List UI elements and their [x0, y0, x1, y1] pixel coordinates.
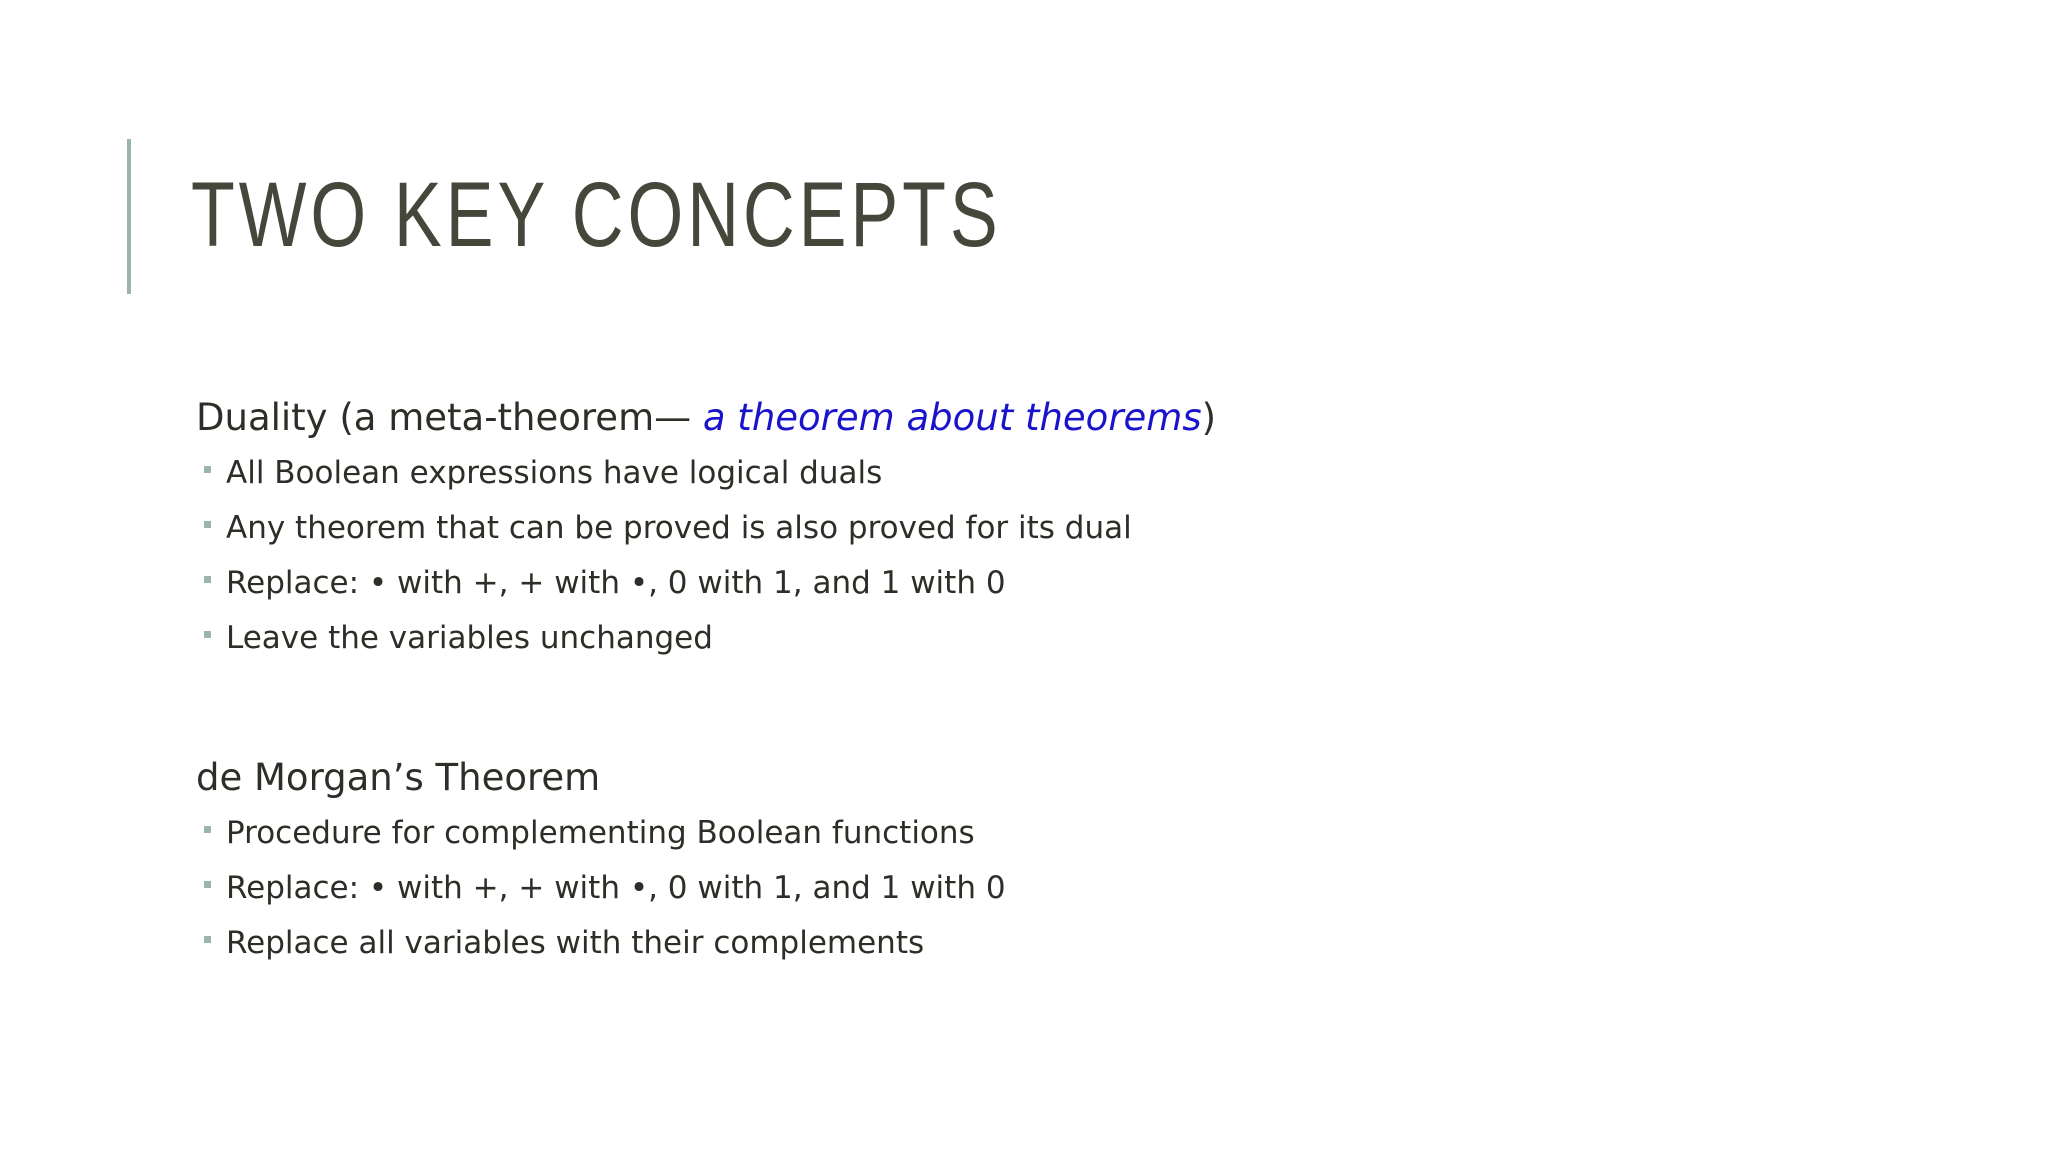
square-bullet-icon	[204, 826, 211, 833]
heading-de-morgan-text: de Morgan’s Theorem	[196, 756, 601, 799]
heading-duality-close: )	[1201, 396, 1217, 439]
section-heading-duality	[196, 390, 1896, 446]
heading-duality-emphasis: a theorem about theorems	[702, 396, 1202, 439]
bullet-text: Leave the variables unchanged	[226, 620, 713, 656]
section-heading-de-morgan	[196, 750, 1896, 806]
list-item	[196, 861, 1896, 916]
bullet-text: Replace: • with +, + with •, 0 with 1, and 1 with 0	[226, 870, 1006, 906]
list-item	[196, 501, 1896, 556]
list-item	[196, 611, 1896, 666]
list-item	[196, 556, 1896, 611]
section-spacer	[196, 666, 1896, 750]
list-item	[196, 446, 1896, 501]
square-bullet-icon	[204, 466, 211, 473]
square-bullet-icon	[204, 936, 211, 943]
de-morgan-bullet-list	[196, 806, 1896, 971]
heading-duality-text: Duality (a meta-theorem—	[196, 396, 703, 439]
bullet-text: Replace: • with +, + with •, 0 with 1, and 1 with 0	[226, 565, 1006, 601]
list-item	[196, 806, 1896, 861]
duality-bullet-list	[196, 446, 1896, 666]
square-bullet-icon	[204, 576, 211, 583]
bullet-text: Procedure for complementing Boolean functions	[226, 815, 975, 851]
slide-body	[196, 390, 1896, 971]
square-bullet-icon	[204, 521, 211, 528]
slide-title: TWO KEY CONCEPTS	[191, 164, 1002, 266]
bullet-text: Replace all variables with their complements	[226, 925, 925, 961]
square-bullet-icon	[204, 881, 211, 888]
bullet-text: Any theorem that can be proved is also proved for its dual	[226, 510, 1132, 546]
title-accent-bar	[127, 139, 131, 294]
list-item	[196, 916, 1896, 971]
bullet-text: All Boolean expressions have logical duals	[226, 455, 883, 491]
square-bullet-icon	[204, 631, 211, 638]
